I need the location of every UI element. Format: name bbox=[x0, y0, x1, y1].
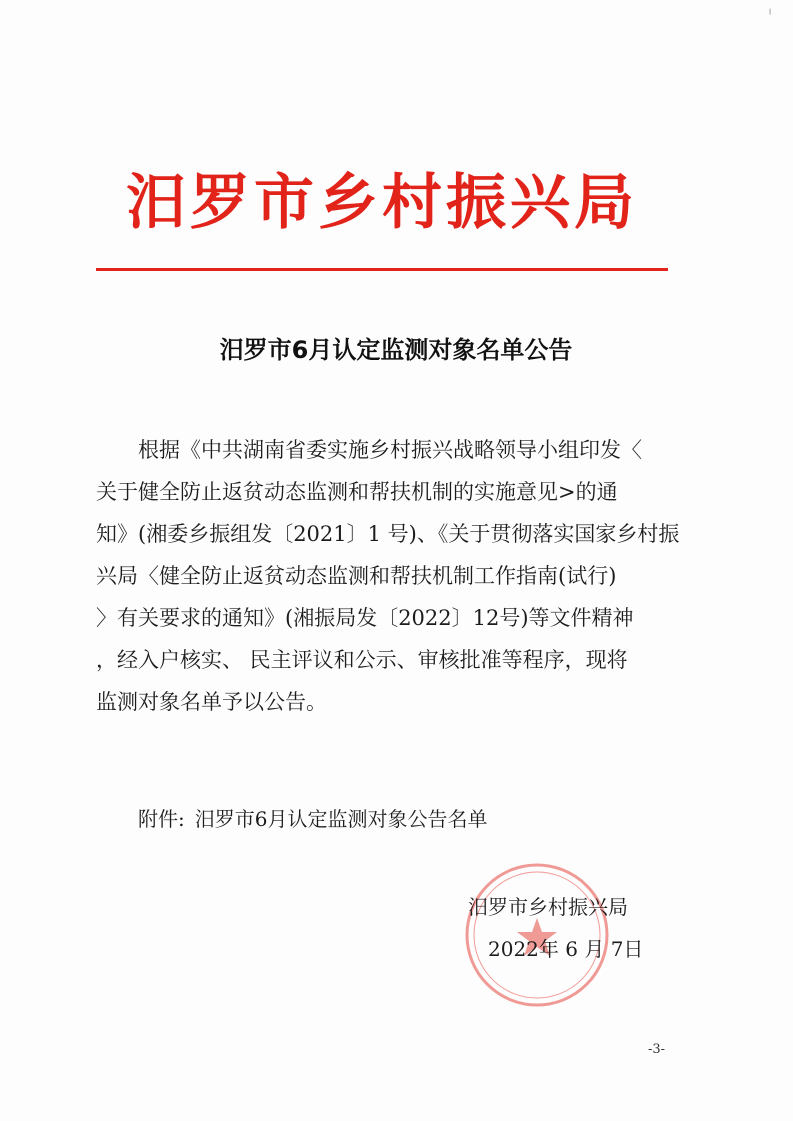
corner-mark-icon: ╵ bbox=[767, 10, 774, 21]
signature-org: 汨罗市乡村振兴局 bbox=[468, 895, 628, 919]
body-line: ，经入户核实、 民主评议和公示、审核批准等程序，现将 bbox=[96, 648, 628, 672]
letterhead-red-rule bbox=[96, 268, 668, 271]
body-line: 兴局〈健全防止返贫动态监测和帮扶机制工作指南(试行) bbox=[96, 564, 617, 588]
attachment-text: 汨罗市6月认定监测对象公告名单 bbox=[194, 807, 488, 831]
body-line: 监测对象名单予以公告。 bbox=[96, 690, 327, 714]
body-line: 知》(湘委乡振组发〔2021〕1 号)、《关于贯彻落实国家乡村振 bbox=[96, 522, 680, 546]
letterhead-org-name: 汨罗市乡村振兴局 bbox=[126, 168, 638, 238]
document-title: 汨罗市6月认定监测对象名单公告 bbox=[219, 336, 573, 364]
attachment-label: 附件: bbox=[138, 807, 185, 831]
body-line: 根据《中共湖南省委实施乡村振兴战略领导小组印发〈 bbox=[138, 438, 642, 462]
page-number: -3- bbox=[648, 1042, 666, 1057]
attachment-line bbox=[138, 802, 487, 836]
signature-date: 2022年 6 月 7日 bbox=[488, 937, 644, 961]
body-line: 关于健全防止返贫动态监测和帮扶机制的实施意见>的通 bbox=[96, 480, 618, 504]
body-line: 〉有关要求的通知》(湘振局发〔2022〕12号)等文件精神 bbox=[96, 606, 634, 630]
